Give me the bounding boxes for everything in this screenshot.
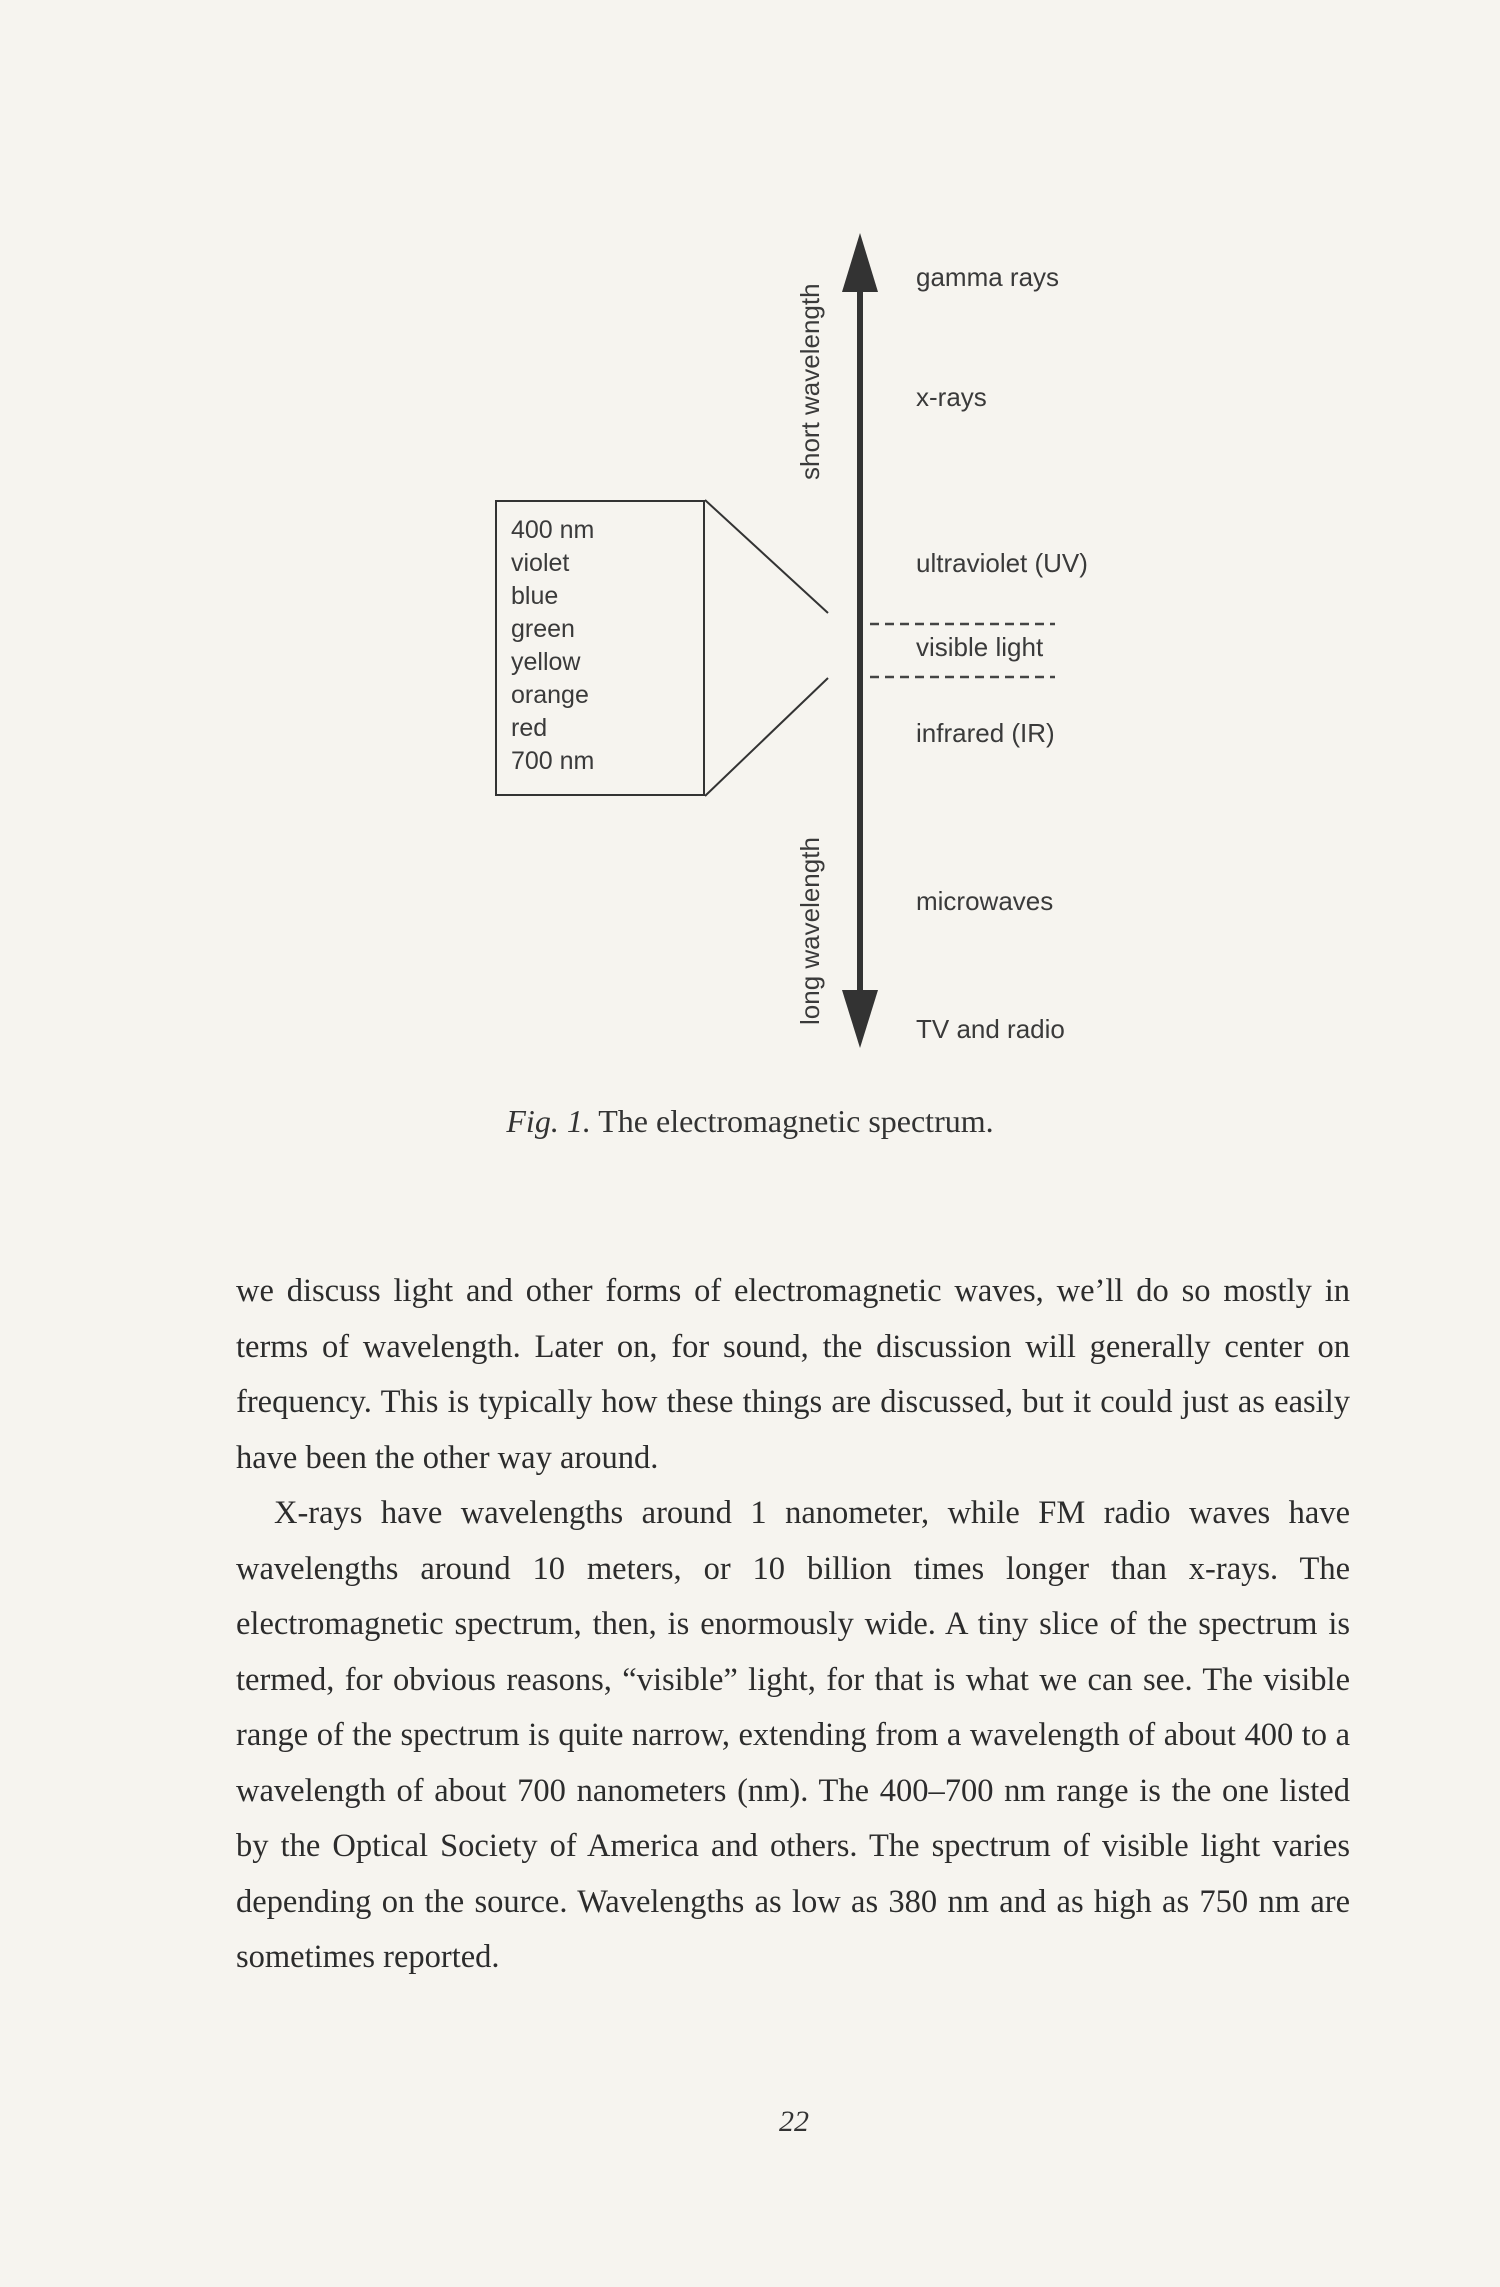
band-infrared: infrared (IR) [916,718,1055,748]
paragraph: we discuss light and other forms of electromagnetic waves, we’ll do so mostly in terms of wavelength. Later on, for sound, the discussion will generally center on frequency. This is typically how these things are discussed, but it could just as easily have been the other way around. [236,1273,1350,1476]
long-wavelength-label: long wavelength [795,837,825,1025]
funnel-line-bottom [705,678,828,796]
arrow-down-icon [842,990,878,1048]
body-text [236,1264,1350,1986]
band-visible-light: visible light [916,632,1044,662]
band-ultraviolet: ultraviolet (UV) [916,548,1088,578]
band-gamma-rays: gamma rays [916,262,1060,292]
box-line: orange [511,681,589,709]
visible-range-box [495,500,705,796]
arrow-up-icon [842,233,878,292]
box-line: yellow [511,648,581,676]
box-line: 700 nm [511,747,595,775]
box-line: 400 nm [511,516,595,544]
caption-text: The electromagnetic spectrum. [598,1103,994,1139]
funnel-line-top [705,500,828,613]
page-number: 22 [779,2105,809,2138]
band-microwaves: microwaves [916,886,1054,916]
band-x-rays: x-rays [916,382,987,412]
short-wavelength-label: short wavelength [795,283,825,480]
box-line: red [511,714,548,742]
figure-caption [0,1103,1500,1140]
band-tv-radio: TV and radio [916,1014,1065,1044]
paragraph: X-rays have wavelengths around 1 nanometer, while FM radio waves have wavelengths around 10 meters, or 10 billion times longer than x-rays. The electromagnetic spectrum, then, is enormously wide. A tiny slice of the spectrum is termed, for obvious reasons, “visible” light, for that is what we can see. The visible range of the spectrum is quite narrow, extending from a wavelength of about 400 to a wavelength of about 700 nanometers (nm). The 400–700 nm range is the one listed by the Optical Society of America and others. The spectrum of visible light varies depending on the source. Wavelengths as low as 380 nm and as high as 750 nm are sometimes reported. [236,1495,1350,1975]
box-line: green [511,615,575,643]
box-line: violet [511,549,570,577]
caption-prefix: Fig. 1. [506,1103,591,1139]
box-line: blue [511,582,559,610]
